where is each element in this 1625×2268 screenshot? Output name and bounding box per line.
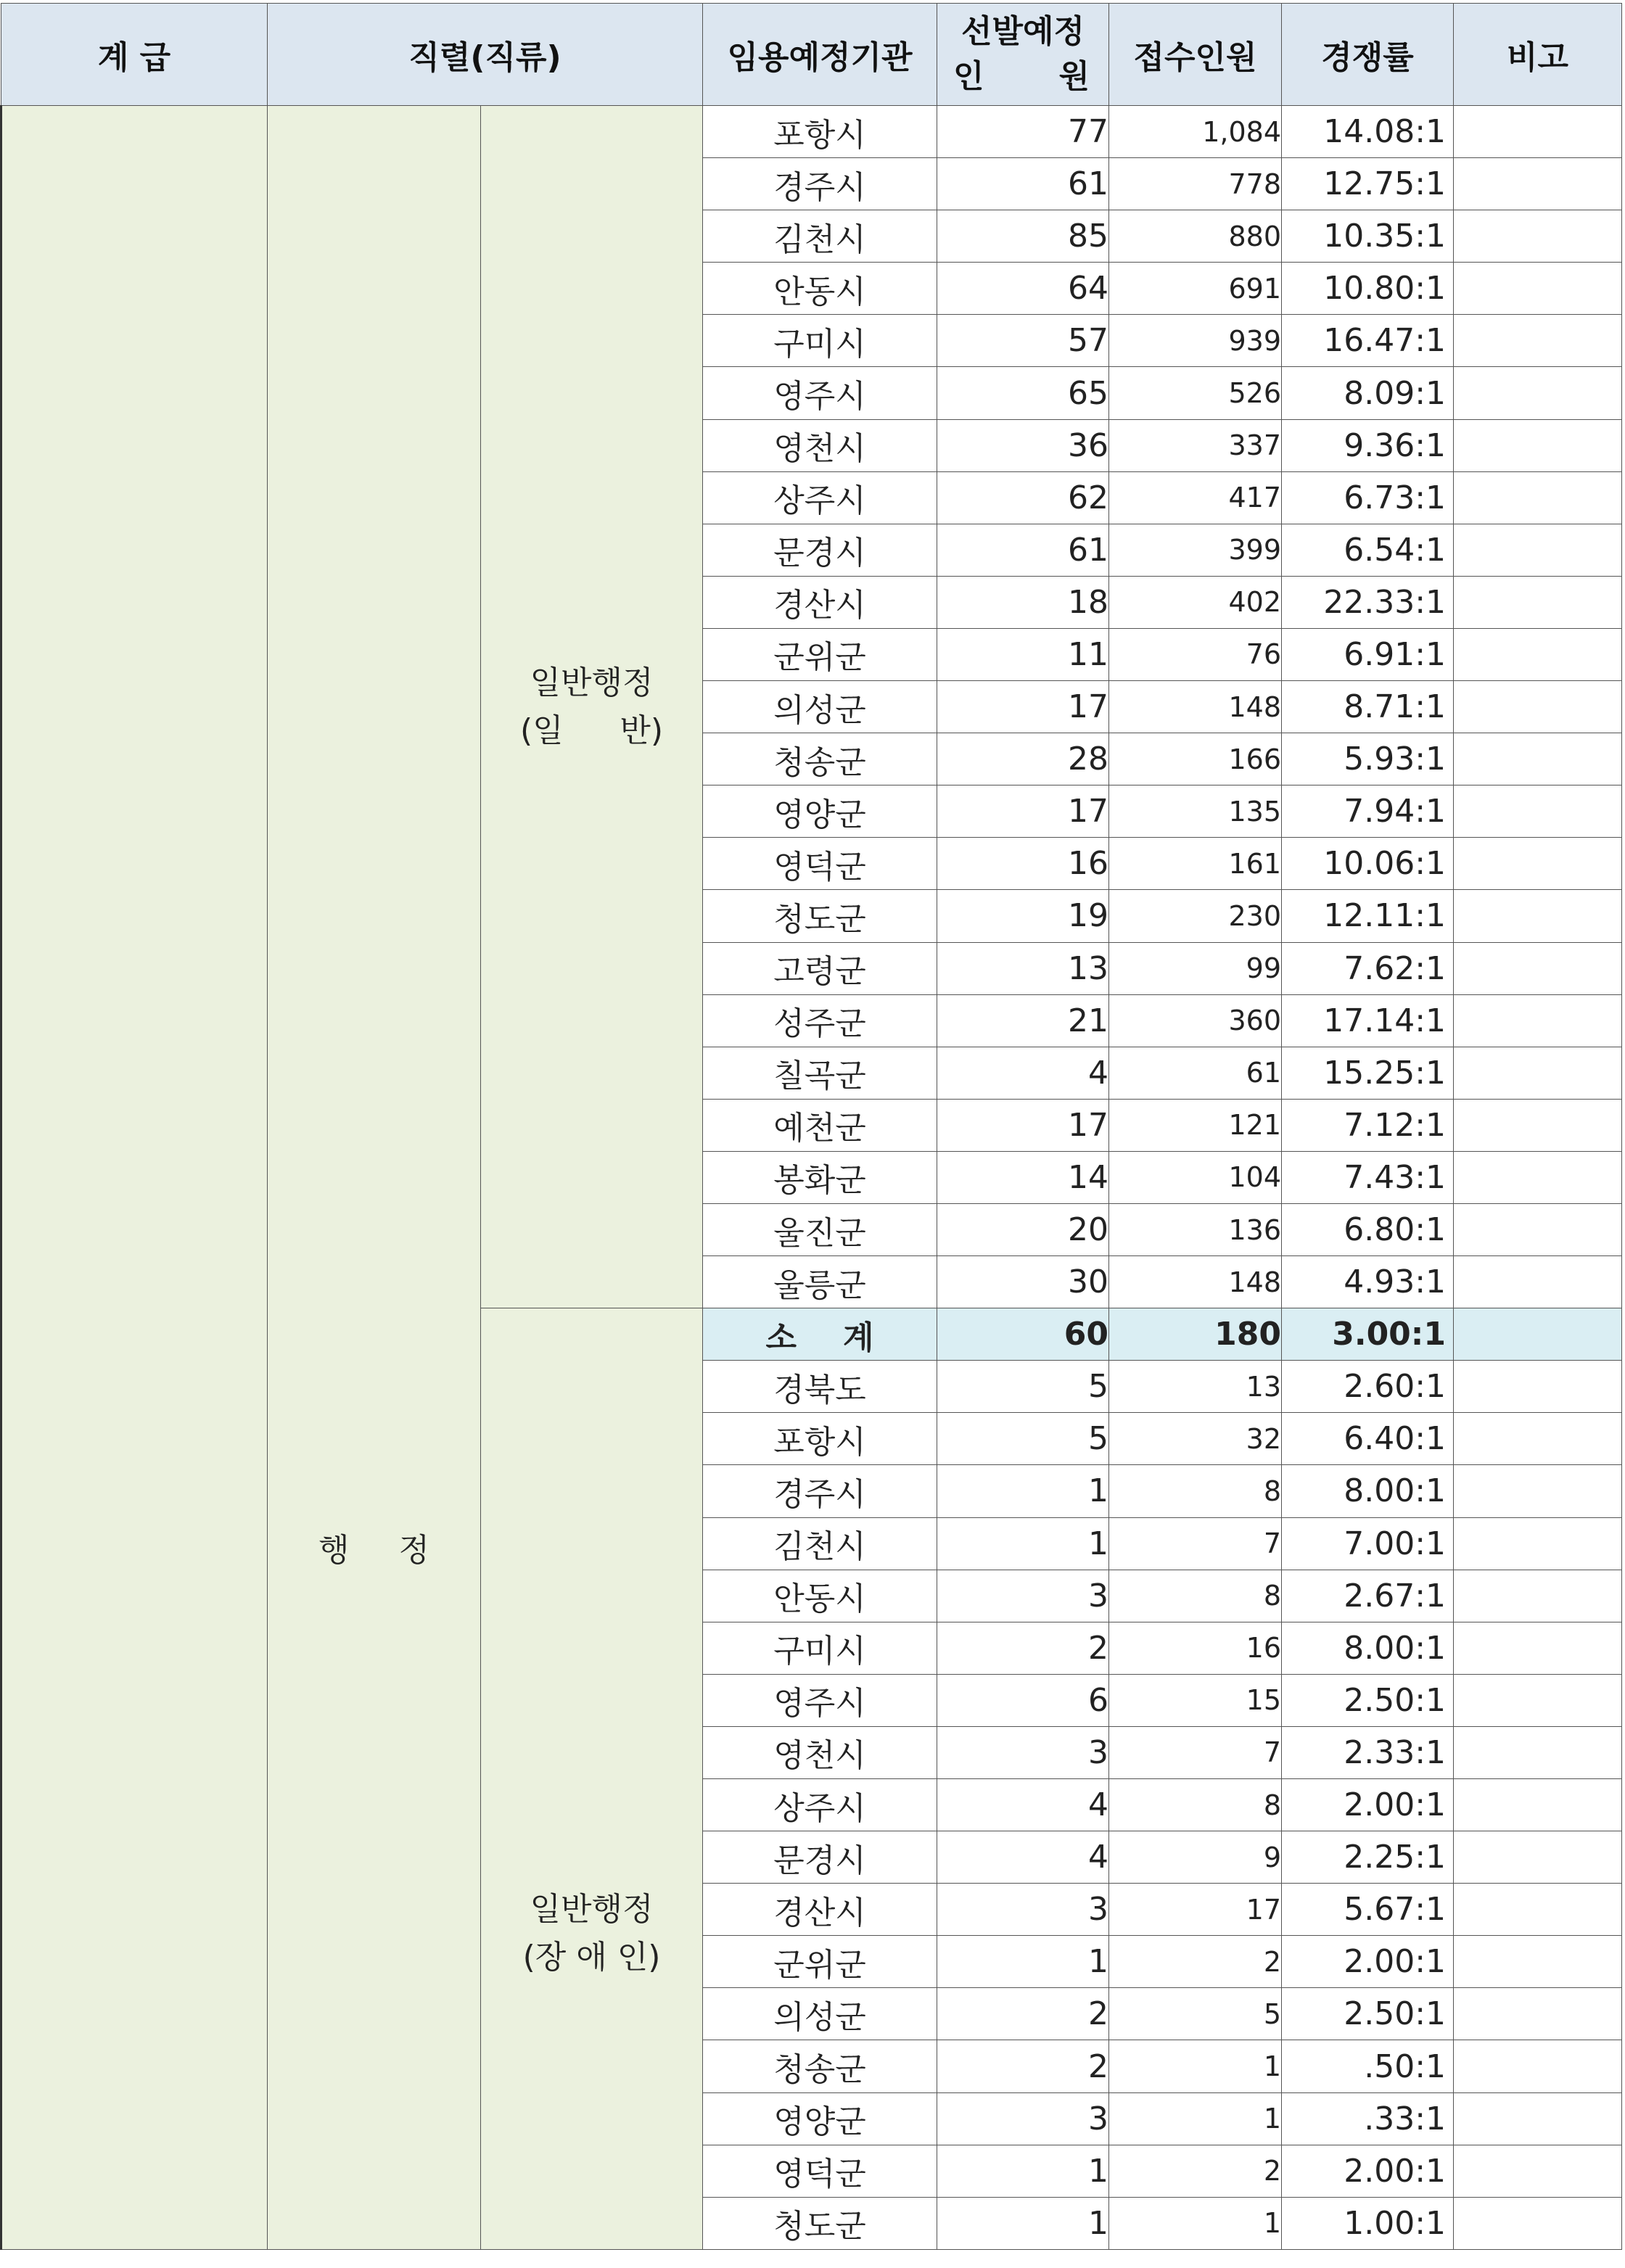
rate-cell: 1.00:1 — [1282, 2197, 1454, 2249]
table-row — [1, 106, 1622, 158]
planned-cell: 16 — [937, 838, 1109, 890]
planned-cell: 17 — [937, 1099, 1109, 1151]
planned-cell: 62 — [937, 471, 1109, 524]
note-cell — [1454, 994, 1622, 1047]
org-cell: 영천시 — [703, 1726, 937, 1778]
rate-cell: 10.06:1 — [1282, 838, 1454, 890]
planned-cell: 3 — [937, 1726, 1109, 1778]
subtotal-label-cell — [703, 1308, 937, 1361]
rate-cell: 2.67:1 — [1282, 1570, 1454, 1622]
applicants-cell: 778 — [1109, 158, 1282, 210]
note-cell — [1454, 158, 1622, 210]
org-cell: 영주시 — [703, 1674, 937, 1726]
grade-cell — [1, 106, 268, 2250]
planned-cell: 17 — [937, 681, 1109, 733]
header-applicants: 접수인원 — [1109, 4, 1282, 106]
rate-cell: 6.40:1 — [1282, 1413, 1454, 1465]
rate-cell: 7.12:1 — [1282, 1099, 1454, 1151]
header-row — [1, 4, 1622, 106]
rate-cell: 17.14:1 — [1282, 994, 1454, 1047]
planned-cell: 1 — [937, 2145, 1109, 2197]
note-cell — [1454, 2092, 1622, 2145]
org-cell: 김천시 — [703, 1517, 937, 1570]
rate-cell: 5.93:1 — [1282, 733, 1454, 785]
rate-cell: 5.67:1 — [1282, 1884, 1454, 1936]
note-cell — [1454, 1674, 1622, 1726]
table-body — [1, 106, 1622, 2250]
header-note: 비고 — [1454, 4, 1622, 106]
note-cell — [1454, 942, 1622, 994]
note-cell — [1454, 1151, 1622, 1203]
planned-cell: 85 — [937, 210, 1109, 263]
rate-cell: 2.00:1 — [1282, 2145, 1454, 2197]
planned-cell: 4 — [937, 1047, 1109, 1099]
note-cell — [1454, 367, 1622, 419]
series-main-cell — [268, 106, 481, 2250]
note-cell — [1454, 1831, 1622, 1884]
applicants-cell: 1,084 — [1109, 106, 1282, 158]
planned-cell: 1 — [937, 1936, 1109, 1988]
org-cell: 의성군 — [703, 1988, 937, 2040]
planned-cell: 19 — [937, 890, 1109, 942]
planned-cell: 13 — [937, 942, 1109, 994]
org-cell: 영덕군 — [703, 838, 937, 890]
applicants-cell: 7 — [1109, 1726, 1282, 1778]
series-main-label — [268, 1524, 480, 1570]
note-cell — [1454, 2197, 1622, 2249]
org-cell: 군위군 — [703, 1936, 937, 1988]
rate-cell: 8.09:1 — [1282, 367, 1454, 419]
rate-cell: 15.25:1 — [1282, 1047, 1454, 1099]
rate-cell: 6.54:1 — [1282, 524, 1454, 576]
applicants-cell: 880 — [1109, 210, 1282, 263]
rate-cell: 7.62:1 — [1282, 942, 1454, 994]
planned-cell: 1 — [937, 1465, 1109, 1517]
note-cell — [1454, 1099, 1622, 1151]
note-cell — [1454, 419, 1622, 471]
planned-cell: 61 — [937, 158, 1109, 210]
applicants-cell: 136 — [1109, 1203, 1282, 1255]
rate-cell: 2.25:1 — [1282, 1831, 1454, 1884]
note-cell — [1454, 785, 1622, 838]
subseries-disabled-paren: (장 애 인) — [522, 1939, 661, 1976]
planned-cell: 11 — [937, 628, 1109, 680]
org-cell: 청도군 — [703, 890, 937, 942]
applicants-cell: 16 — [1109, 1622, 1282, 1674]
org-cell: 상주시 — [703, 471, 937, 524]
applicants-cell: 5 — [1109, 1988, 1282, 2040]
planned-cell: 17 — [937, 785, 1109, 838]
applicants-cell: 135 — [1109, 785, 1282, 838]
applicants-cell: 1 — [1109, 2092, 1282, 2145]
note-cell — [1454, 1570, 1622, 1622]
note-cell — [1454, 1936, 1622, 1988]
note-cell — [1454, 1256, 1622, 1308]
note-cell — [1454, 524, 1622, 576]
applicants-cell: 691 — [1109, 263, 1282, 315]
header-planned-line2a: 인 — [953, 58, 984, 95]
rate-cell: 6.80:1 — [1282, 1203, 1454, 1255]
subtotal-note-cell — [1454, 1308, 1622, 1361]
note-cell — [1454, 1884, 1622, 1936]
note-cell — [1454, 576, 1622, 628]
applicants-cell: 161 — [1109, 838, 1282, 890]
applicants-cell: 13 — [1109, 1361, 1282, 1413]
applicants-cell: 8 — [1109, 1465, 1282, 1517]
applicants-cell: 9 — [1109, 1831, 1282, 1884]
note-cell — [1454, 890, 1622, 942]
planned-cell: 2 — [937, 1988, 1109, 2040]
applicants-cell: 148 — [1109, 681, 1282, 733]
planned-cell: 65 — [937, 367, 1109, 419]
org-cell: 청송군 — [703, 733, 937, 785]
planned-cell: 20 — [937, 1203, 1109, 1255]
applicants-cell: 1 — [1109, 2040, 1282, 2092]
rate-cell: 7.00:1 — [1282, 1517, 1454, 1570]
series-main-a: 행 — [318, 1532, 350, 1570]
org-cell: 울진군 — [703, 1203, 937, 1255]
planned-cell: 61 — [937, 524, 1109, 576]
applicants-cell: 121 — [1109, 1099, 1282, 1151]
planned-cell: 5 — [937, 1413, 1109, 1465]
header-planned-line1: 선발예정 — [961, 13, 1085, 50]
note-cell — [1454, 263, 1622, 315]
note-cell — [1454, 1779, 1622, 1831]
planned-cell: 57 — [937, 315, 1109, 367]
org-cell: 칠곡군 — [703, 1047, 937, 1099]
subtotal-label — [766, 1311, 874, 1358]
note-cell — [1454, 2040, 1622, 2092]
note-cell — [1454, 1047, 1622, 1099]
subtotal-label-b: 계 — [843, 1319, 874, 1356]
planned-cell: 2 — [937, 1622, 1109, 1674]
org-cell: 경북도 — [703, 1361, 937, 1413]
rate-cell: 9.36:1 — [1282, 419, 1454, 471]
rate-cell: 2.50:1 — [1282, 1988, 1454, 2040]
note-cell — [1454, 1517, 1622, 1570]
note-cell — [1454, 1361, 1622, 1413]
rate-cell: 8.00:1 — [1282, 1465, 1454, 1517]
planned-cell: 28 — [937, 733, 1109, 785]
note-cell — [1454, 1988, 1622, 2040]
applicants-cell: 8 — [1109, 1779, 1282, 1831]
org-cell: 문경시 — [703, 524, 937, 576]
subseries-disabled-label: 일반행정 — [530, 1891, 654, 1929]
rate-cell: 22.33:1 — [1282, 576, 1454, 628]
org-cell: 안동시 — [703, 263, 937, 315]
applicants-cell: 17 — [1109, 1884, 1282, 1936]
rate-cell: 8.00:1 — [1282, 1622, 1454, 1674]
rate-cell: 4.93:1 — [1282, 1256, 1454, 1308]
org-cell: 봉화군 — [703, 1151, 937, 1203]
org-cell: 영양군 — [703, 2092, 937, 2145]
applicants-cell: 148 — [1109, 1256, 1282, 1308]
applicants-cell: 417 — [1109, 471, 1282, 524]
note-cell — [1454, 628, 1622, 680]
applicants-cell: 7 — [1109, 1517, 1282, 1570]
note-cell — [1454, 1203, 1622, 1255]
subseries-general-cell — [481, 106, 703, 1308]
rate-cell: 2.00:1 — [1282, 1936, 1454, 1988]
subseries-general-close: 반) — [620, 712, 664, 749]
planned-cell: 1 — [937, 2197, 1109, 2249]
header-planned-line2b: 원 — [1058, 58, 1090, 95]
note-cell — [1454, 1726, 1622, 1778]
org-cell: 영양군 — [703, 785, 937, 838]
recruitment-competition-table — [0, 3, 1622, 2250]
applicants-cell: 99 — [1109, 942, 1282, 994]
planned-cell: 4 — [937, 1779, 1109, 1831]
applicants-cell: 230 — [1109, 890, 1282, 942]
rate-cell: 2.00:1 — [1282, 1779, 1454, 1831]
subtotal-label-a: 소 — [765, 1319, 797, 1356]
org-cell: 울릉군 — [703, 1256, 937, 1308]
rate-cell: .33:1 — [1282, 2092, 1454, 2145]
subseries-general-open: (일 — [520, 712, 564, 749]
header-org: 임용예정기관 — [703, 4, 937, 106]
org-cell: 예천군 — [703, 1099, 937, 1151]
org-cell: 포항시 — [703, 1413, 937, 1465]
org-cell: 성주군 — [703, 994, 937, 1047]
note-cell — [1454, 471, 1622, 524]
planned-cell: 64 — [937, 263, 1109, 315]
org-cell: 안동시 — [703, 1570, 937, 1622]
applicants-cell: 402 — [1109, 576, 1282, 628]
header-grade: 계 급 — [1, 4, 268, 106]
note-cell — [1454, 210, 1622, 263]
rate-cell: 10.35:1 — [1282, 210, 1454, 263]
planned-cell: 30 — [937, 1256, 1109, 1308]
planned-cell: 36 — [937, 419, 1109, 471]
header-planned — [937, 4, 1109, 106]
org-cell: 경주시 — [703, 1465, 937, 1517]
applicants-cell: 1 — [1109, 2197, 1282, 2249]
subtotal-planned-cell: 60 — [937, 1308, 1109, 1361]
applicants-cell: 61 — [1109, 1047, 1282, 1099]
org-cell: 영덕군 — [703, 2145, 937, 2197]
planned-cell: 3 — [937, 2092, 1109, 2145]
org-cell: 의성군 — [703, 681, 937, 733]
org-cell: 포항시 — [703, 106, 937, 158]
note-cell — [1454, 106, 1622, 158]
rate-cell: .50:1 — [1282, 2040, 1454, 2092]
subtotal-applicants-cell: 180 — [1109, 1308, 1282, 1361]
subseries-general-label: 일반행정 — [530, 664, 654, 701]
org-cell: 상주시 — [703, 1779, 937, 1831]
org-cell: 경주시 — [703, 158, 937, 210]
planned-cell: 77 — [937, 106, 1109, 158]
note-cell — [1454, 1413, 1622, 1465]
note-cell — [1454, 838, 1622, 890]
org-cell: 구미시 — [703, 315, 937, 367]
subtotal-rate-cell: 3.00:1 — [1282, 1308, 1454, 1361]
applicants-cell: 399 — [1109, 524, 1282, 576]
subseries-general-paren — [481, 707, 702, 755]
note-cell — [1454, 1465, 1622, 1517]
planned-cell: 2 — [937, 2040, 1109, 2092]
org-cell: 군위군 — [703, 628, 937, 680]
rate-cell: 7.43:1 — [1282, 1151, 1454, 1203]
note-cell — [1454, 2145, 1622, 2197]
series-main-b: 정 — [398, 1532, 429, 1570]
applicants-cell: 15 — [1109, 1674, 1282, 1726]
header-planned-line2 — [937, 54, 1108, 99]
org-cell: 고령군 — [703, 942, 937, 994]
note-cell — [1454, 1622, 1622, 1674]
org-cell: 문경시 — [703, 1831, 937, 1884]
org-cell: 구미시 — [703, 1622, 937, 1674]
applicants-cell: 939 — [1109, 315, 1282, 367]
applicants-cell: 526 — [1109, 367, 1282, 419]
planned-cell: 21 — [937, 994, 1109, 1047]
planned-cell: 4 — [937, 1831, 1109, 1884]
rate-cell: 2.50:1 — [1282, 1674, 1454, 1726]
rate-cell: 6.91:1 — [1282, 628, 1454, 680]
header-series: 직렬(직류) — [268, 4, 703, 106]
planned-cell: 1 — [937, 1517, 1109, 1570]
subseries-disabled-cell — [481, 1308, 703, 2250]
rate-cell: 16.47:1 — [1282, 315, 1454, 367]
org-cell: 영주시 — [703, 367, 937, 419]
note-cell — [1454, 315, 1622, 367]
applicants-cell: 166 — [1109, 733, 1282, 785]
rate-cell: 7.94:1 — [1282, 785, 1454, 838]
rate-cell: 8.71:1 — [1282, 681, 1454, 733]
org-cell: 청송군 — [703, 2040, 937, 2092]
planned-cell: 3 — [937, 1884, 1109, 1936]
org-cell: 김천시 — [703, 210, 937, 263]
rate-cell: 6.73:1 — [1282, 471, 1454, 524]
planned-cell: 18 — [937, 576, 1109, 628]
planned-cell: 14 — [937, 1151, 1109, 1203]
applicants-cell: 32 — [1109, 1413, 1282, 1465]
planned-cell: 5 — [937, 1361, 1109, 1413]
org-cell: 경산시 — [703, 1884, 937, 1936]
applicants-cell: 8 — [1109, 1570, 1282, 1622]
planned-cell: 3 — [937, 1570, 1109, 1622]
rate-cell: 12.75:1 — [1282, 158, 1454, 210]
org-cell: 경산시 — [703, 576, 937, 628]
subseries-disabled-label-wrap — [481, 1308, 702, 1982]
applicants-cell: 76 — [1109, 628, 1282, 680]
applicants-cell: 104 — [1109, 1151, 1282, 1203]
applicants-cell: 337 — [1109, 419, 1282, 471]
rate-cell: 12.11:1 — [1282, 890, 1454, 942]
header-rate: 경쟁률 — [1282, 4, 1454, 106]
org-cell: 영천시 — [703, 419, 937, 471]
note-cell — [1454, 681, 1622, 733]
rate-cell: 10.80:1 — [1282, 263, 1454, 315]
rate-cell: 2.33:1 — [1282, 1726, 1454, 1778]
planned-cell: 6 — [937, 1674, 1109, 1726]
applicants-cell: 360 — [1109, 994, 1282, 1047]
applicants-cell: 2 — [1109, 2145, 1282, 2197]
applicants-cell: 2 — [1109, 1936, 1282, 1988]
rate-cell: 2.60:1 — [1282, 1361, 1454, 1413]
note-cell — [1454, 733, 1622, 785]
org-cell: 청도군 — [703, 2197, 937, 2249]
rate-cell: 14.08:1 — [1282, 106, 1454, 158]
